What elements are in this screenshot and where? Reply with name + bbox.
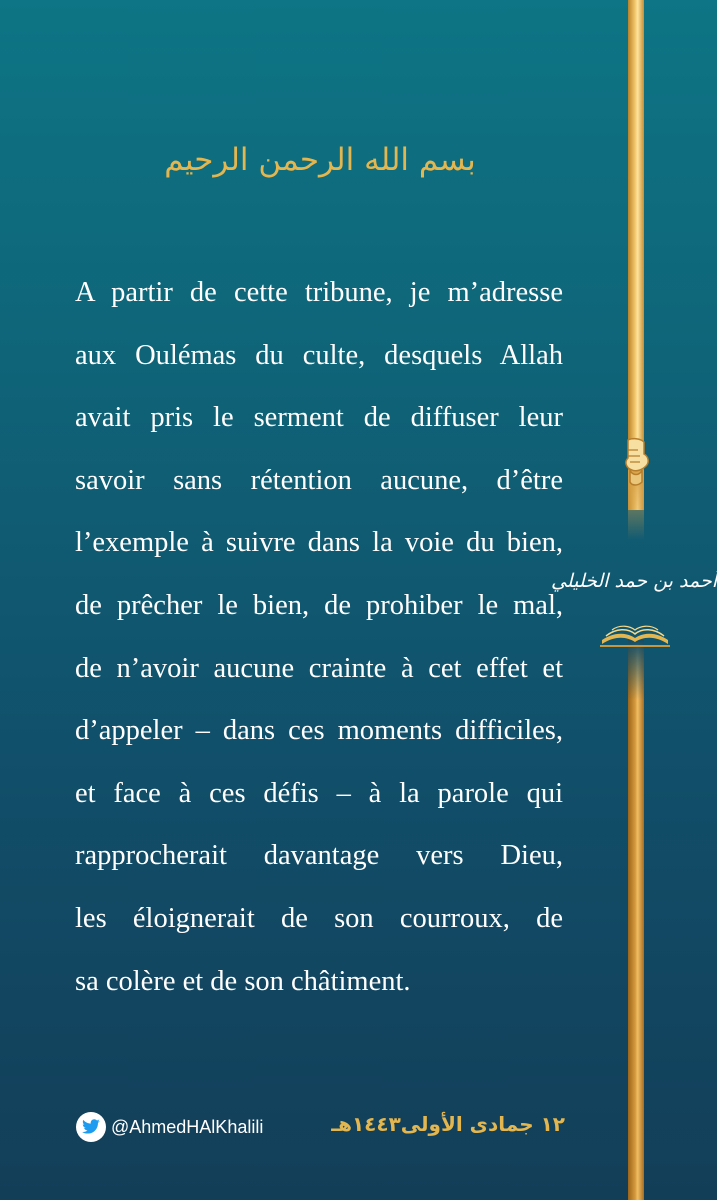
twitter-handle[interactable] xyxy=(76,1110,263,1144)
quote-line: de n’avoir aucune crainte à cet effet et xyxy=(75,652,563,684)
hand-icon xyxy=(618,436,654,488)
signature: أحمد بن حمد الخليلي xyxy=(550,570,717,592)
twitter-handle-text: @AhmedHAlKhalili xyxy=(111,1116,264,1137)
gold-rope-bottom xyxy=(628,640,644,1200)
twitter-icon xyxy=(76,1112,106,1142)
basmala-heading: بسم الله الرحمن الرحيم xyxy=(164,142,476,178)
quote-line: d’appeler – dans ces moments difficiles, xyxy=(75,715,563,747)
quote-line: sa colère et de son châtiment. xyxy=(75,965,411,997)
gold-rope-top xyxy=(628,0,644,510)
book-icon xyxy=(598,618,672,650)
quote-line: A partir de cette tribune, je m’adresse xyxy=(75,277,563,308)
quote-line: aux Oulémas du culte, desquels Allah xyxy=(75,339,563,371)
quote-line: avait pris le serment de diffuser leur xyxy=(75,402,563,434)
quote-line: savoir sans rétention aucune, d’être xyxy=(75,464,563,496)
quote-line: de prêcher le bien, de prohiber le mal, xyxy=(75,589,563,621)
hijri-date: ١٢ جمادى الأولى١٤٤٣هـ xyxy=(331,1112,565,1136)
quote-line: les éloignerait de son courroux, de xyxy=(75,902,563,934)
quote-text xyxy=(75,262,563,1013)
quote-line: et face à ces défis – à la parole qui xyxy=(75,777,563,809)
quote-line: l’exemple à suivre dans la voie du bien, xyxy=(75,527,563,559)
quote-line: rapprocherait davantage vers Dieu, xyxy=(75,840,563,872)
